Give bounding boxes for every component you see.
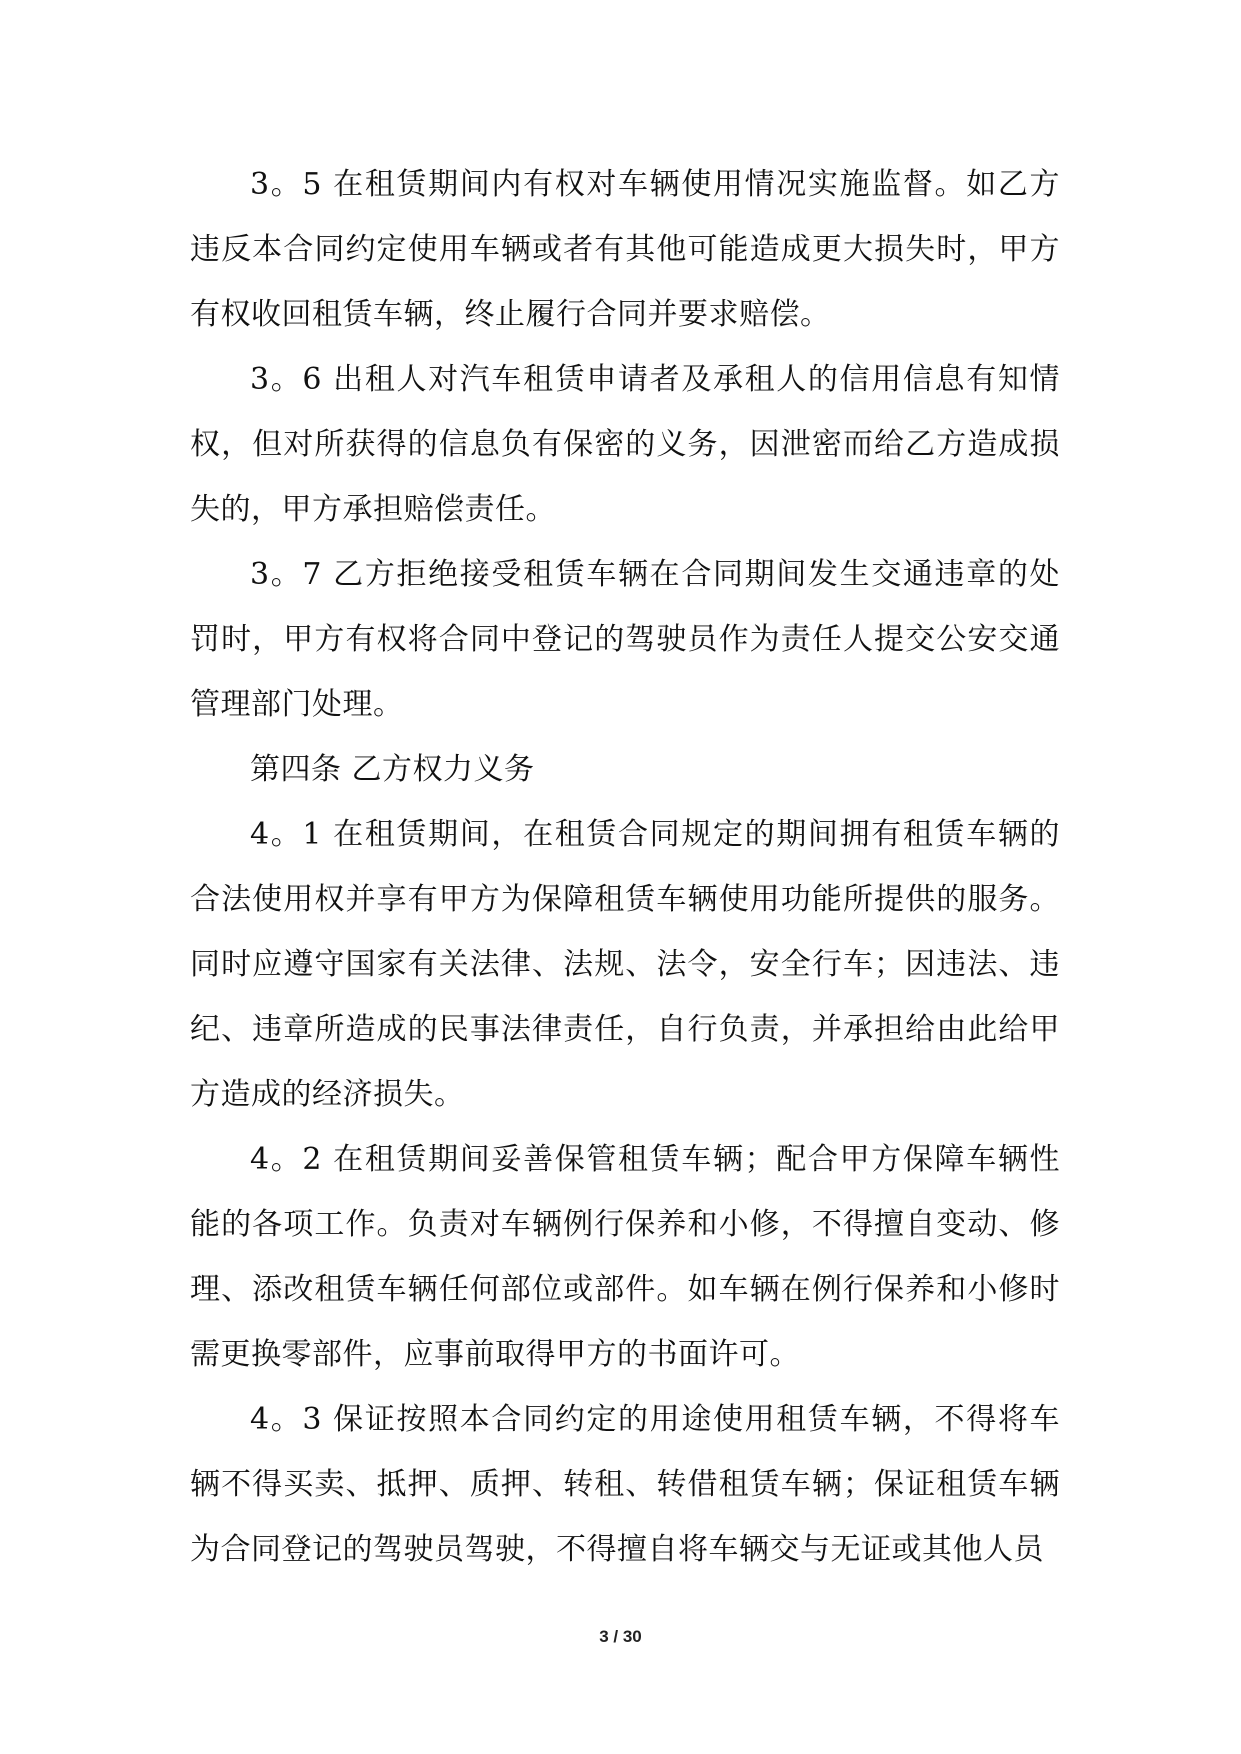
page-number: 3 / 30 <box>599 1627 642 1646</box>
paragraph-4-3: 4。3 保证按照本合同约定的用途使用租赁车辆，不得将车辆不得买卖、抵押、质押、转租、转借租赁车辆；保证租赁车辆为合同登记的驾驶员驾驶，不得擅自将车辆交与无证或其他人员 <box>190 1402 1060 1567</box>
paragraph-3-6: 3。6 出租人对汽车租赁申请者及承租人的信用信息有知情权，但对所获得的信息负有保密的义务，因泄密而给乙方造成损失的，甲方承担赔偿责任。 <box>190 362 1060 527</box>
paragraph-4-1: 4。1 在租赁期间，在租赁合同规定的期间拥有租赁车辆的合法使用权并享有甲方为保障租赁车辆使用功能所提供的服务。同时应遵守国家有关法律、法规、法令，安全行车；因违法、违纪、违章所造成的民事法律责任，自行负责，并承担给由此给甲方造成的经济损失。 <box>190 817 1060 1112</box>
section-heading-article-4: 第四条 乙方权力义务 <box>250 752 535 787</box>
document-body <box>190 152 1060 1582</box>
paragraph-3-7: 3。7 乙方拒绝接受租赁车辆在合同期间发生交通违章的处罚时，甲方有权将合同中登记的驾驶员作为责任人提交公安交通管理部门处理。 <box>190 557 1060 722</box>
paragraph-3-5: 3。5 在租赁期间内有权对车辆使用情况实施监督。如乙方违反本合同约定使用车辆或者有其他可能造成更大损失时，甲方有权收回租赁车辆，终止履行合同并要求赔偿。 <box>190 167 1060 332</box>
paragraph-4-2: 4。2 在租赁期间妥善保管租赁车辆；配合甲方保障车辆性能的各项工作。负责对车辆例行保养和小修，不得擅自变动、修理、添改租赁车辆任何部位或部件。如车辆在例行保养和小修时需更换零部件，应事前取得甲方的书面许可。 <box>190 1142 1060 1372</box>
